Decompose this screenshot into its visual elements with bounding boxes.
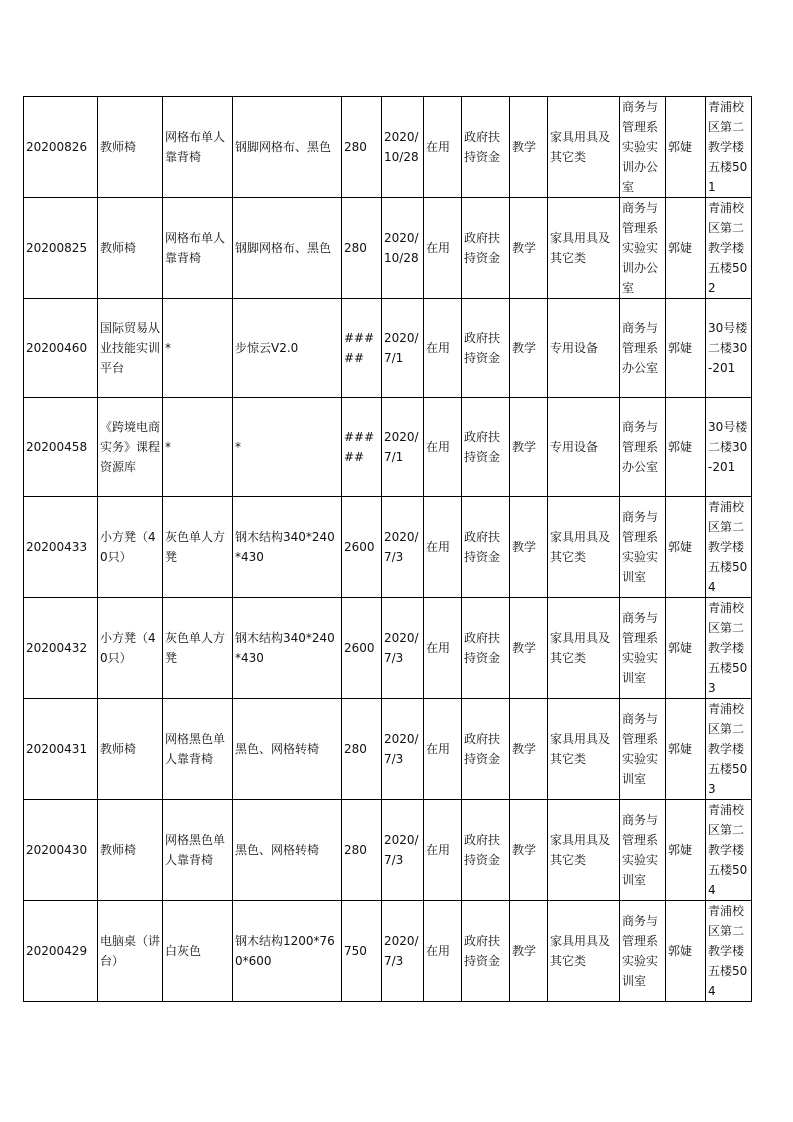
category-cell: 家具用具及其它类: [548, 699, 620, 800]
fund-source-cell: 政府扶持资金: [462, 699, 510, 800]
location-cell: 30号楼二楼30-201: [706, 398, 752, 497]
asset-id-cell: 20200825: [24, 198, 98, 299]
date-cell: 2020/7/3: [382, 598, 424, 699]
location-cell: 30号楼二楼30-201: [706, 299, 752, 398]
keeper-cell: 郭婕: [666, 497, 706, 598]
usage-cell: 教学: [510, 901, 548, 1002]
date-cell: 2020/10/28: [382, 97, 424, 198]
asset-id-cell: 20200433: [24, 497, 98, 598]
keeper-cell: 郭婕: [666, 699, 706, 800]
usage-cell: 教学: [510, 497, 548, 598]
status-cell: 在用: [424, 299, 462, 398]
department-cell: 商务与管理系实验实训室: [620, 699, 666, 800]
asset-table: [23, 96, 752, 1002]
table-row: [24, 299, 752, 398]
keeper-cell: 郭婕: [666, 198, 706, 299]
date-cell: 2020/7/3: [382, 497, 424, 598]
date-cell: 2020/10/28: [382, 198, 424, 299]
usage-cell: 教学: [510, 598, 548, 699]
spec-cell: 钢脚网格布、黑色: [233, 97, 342, 198]
asset-id-cell: 20200429: [24, 901, 98, 1002]
date-cell: 2020/7/1: [382, 398, 424, 497]
asset-name-cell: 小方凳（40只）: [98, 497, 163, 598]
asset-id-cell: 20200458: [24, 398, 98, 497]
model-cell: 网格布单人靠背椅: [163, 198, 233, 299]
location-cell: 青浦校区第二教学楼五楼501: [706, 97, 752, 198]
keeper-cell: 郭婕: [666, 598, 706, 699]
usage-cell: 教学: [510, 97, 548, 198]
model-cell: 灰色单人方凳: [163, 497, 233, 598]
asset-id-cell: 20200432: [24, 598, 98, 699]
usage-cell: 教学: [510, 198, 548, 299]
spec-cell: 钢木结构1200*760*600: [233, 901, 342, 1002]
status-cell: 在用: [424, 800, 462, 901]
price-cell: 280: [342, 800, 382, 901]
model-cell: 灰色单人方凳: [163, 598, 233, 699]
department-cell: 商务与管理系实验实训室: [620, 598, 666, 699]
asset-id-cell: 20200826: [24, 97, 98, 198]
table-row: [24, 497, 752, 598]
price-cell: 280: [342, 97, 382, 198]
department-cell: 商务与管理系实验实训办公室: [620, 198, 666, 299]
fund-source-cell: 政府扶持资金: [462, 299, 510, 398]
table-row: [24, 800, 752, 901]
category-cell: 家具用具及其它类: [548, 598, 620, 699]
date-cell: 2020/7/3: [382, 800, 424, 901]
department-cell: 商务与管理系实验实训办公室: [620, 97, 666, 198]
category-cell: 家具用具及其它类: [548, 497, 620, 598]
location-cell: 青浦校区第二教学楼五楼504: [706, 497, 752, 598]
asset-table-body: [24, 97, 752, 1002]
model-cell: 网格黑色单人靠背椅: [163, 699, 233, 800]
price-cell: 2600: [342, 598, 382, 699]
department-cell: 商务与管理系实验实训室: [620, 800, 666, 901]
fund-source-cell: 政府扶持资金: [462, 901, 510, 1002]
category-cell: 家具用具及其它类: [548, 800, 620, 901]
location-cell: 青浦校区第二教学楼五楼504: [706, 800, 752, 901]
fund-source-cell: 政府扶持资金: [462, 598, 510, 699]
keeper-cell: 郭婕: [666, 800, 706, 901]
model-cell: 白灰色: [163, 901, 233, 1002]
asset-name-cell: 教师椅: [98, 800, 163, 901]
model-cell: 网格布单人靠背椅: [163, 97, 233, 198]
date-cell: 2020/7/3: [382, 699, 424, 800]
fund-source-cell: 政府扶持资金: [462, 198, 510, 299]
spec-cell: *: [233, 398, 342, 497]
status-cell: 在用: [424, 901, 462, 1002]
price-cell: #####: [342, 299, 382, 398]
table-row: [24, 598, 752, 699]
price-cell: 750: [342, 901, 382, 1002]
fund-source-cell: 政府扶持资金: [462, 497, 510, 598]
date-cell: 2020/7/3: [382, 901, 424, 1002]
spec-cell: 钢木结构340*240*430: [233, 598, 342, 699]
keeper-cell: 郭婕: [666, 97, 706, 198]
usage-cell: 教学: [510, 800, 548, 901]
location-cell: 青浦校区第二教学楼五楼502: [706, 198, 752, 299]
department-cell: 商务与管理系实验实训室: [620, 497, 666, 598]
date-cell: 2020/7/1: [382, 299, 424, 398]
category-cell: 专用设备: [548, 398, 620, 497]
department-cell: 商务与管理系办公室: [620, 299, 666, 398]
usage-cell: 教学: [510, 699, 548, 800]
status-cell: 在用: [424, 598, 462, 699]
location-cell: 青浦校区第二教学楼五楼503: [706, 699, 752, 800]
department-cell: 商务与管理系实验实训室: [620, 901, 666, 1002]
asset-name-cell: 教师椅: [98, 97, 163, 198]
table-row: [24, 699, 752, 800]
status-cell: 在用: [424, 497, 462, 598]
asset-id-cell: 20200431: [24, 699, 98, 800]
spec-cell: 钢木结构340*240*430: [233, 497, 342, 598]
asset-id-cell: 20200430: [24, 800, 98, 901]
asset-name-cell: 国际贸易从业技能实训平台: [98, 299, 163, 398]
spec-cell: 步惊云V2.0: [233, 299, 342, 398]
spec-cell: 钢脚网格布、黑色: [233, 198, 342, 299]
table-row: [24, 97, 752, 198]
asset-name-cell: 教师椅: [98, 699, 163, 800]
model-cell: 网格黑色单人靠背椅: [163, 800, 233, 901]
keeper-cell: 郭婕: [666, 398, 706, 497]
table-row: [24, 398, 752, 497]
asset-name-cell: 小方凳（40只）: [98, 598, 163, 699]
price-cell: 2600: [342, 497, 382, 598]
status-cell: 在用: [424, 699, 462, 800]
location-cell: 青浦校区第二教学楼五楼504: [706, 901, 752, 1002]
status-cell: 在用: [424, 97, 462, 198]
price-cell: #####: [342, 398, 382, 497]
category-cell: 家具用具及其它类: [548, 198, 620, 299]
fund-source-cell: 政府扶持资金: [462, 97, 510, 198]
model-cell: *: [163, 398, 233, 497]
price-cell: 280: [342, 198, 382, 299]
table-row: [24, 198, 752, 299]
spec-cell: 黑色、网格转椅: [233, 800, 342, 901]
location-cell: 青浦校区第二教学楼五楼503: [706, 598, 752, 699]
status-cell: 在用: [424, 398, 462, 497]
status-cell: 在用: [424, 198, 462, 299]
category-cell: 专用设备: [548, 299, 620, 398]
asset-name-cell: 电脑桌（讲台）: [98, 901, 163, 1002]
usage-cell: 教学: [510, 299, 548, 398]
department-cell: 商务与管理系办公室: [620, 398, 666, 497]
category-cell: 家具用具及其它类: [548, 97, 620, 198]
price-cell: 280: [342, 699, 382, 800]
asset-name-cell: 《跨境电商实务》课程资源库: [98, 398, 163, 497]
keeper-cell: 郭婕: [666, 901, 706, 1002]
category-cell: 家具用具及其它类: [548, 901, 620, 1002]
table-row: [24, 901, 752, 1002]
fund-source-cell: 政府扶持资金: [462, 398, 510, 497]
model-cell: *: [163, 299, 233, 398]
fund-source-cell: 政府扶持资金: [462, 800, 510, 901]
asset-id-cell: 20200460: [24, 299, 98, 398]
asset-name-cell: 教师椅: [98, 198, 163, 299]
usage-cell: 教学: [510, 398, 548, 497]
keeper-cell: 郭婕: [666, 299, 706, 398]
spec-cell: 黑色、网格转椅: [233, 699, 342, 800]
